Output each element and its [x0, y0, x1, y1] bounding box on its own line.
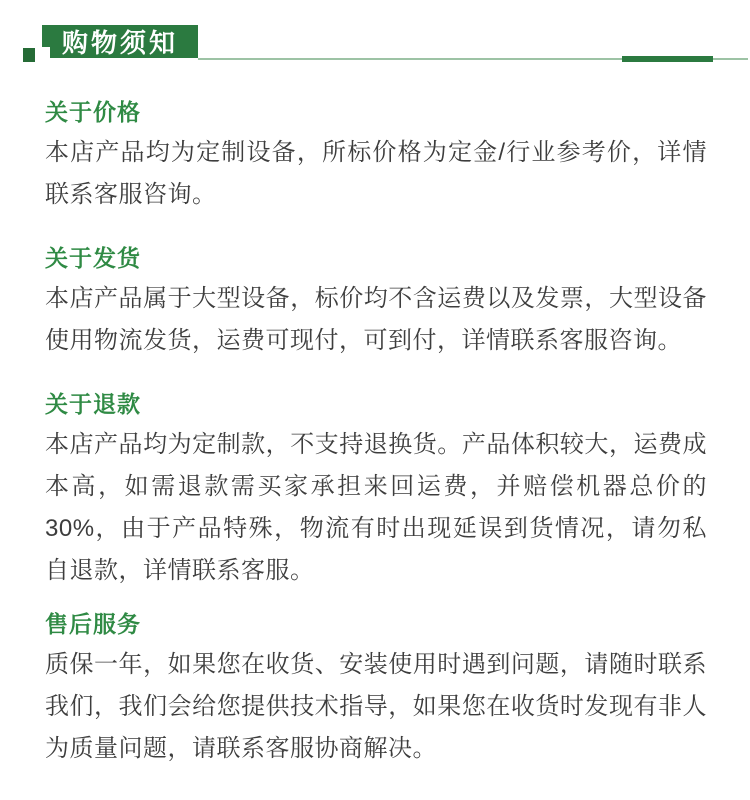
section-shipping-body: 本店产品属于大型设备，标价均不含运费以及发票，大型设备使用物流发货，运费可现付，可到付，详情联系客服咨询。: [45, 285, 707, 354]
section-price-heading: 关于价格: [45, 99, 141, 125]
page-title: 购物须知: [61, 28, 178, 58]
section-aftersales-body: 质保一年，如果您在收货、安装使用时遇到问题，请随时联系我们，我们会给您提供技术指导，如果您在收货时发现有非人为质量问题，请联系客服协商解决。: [45, 651, 707, 762]
section-price-body: 本店产品均为定制设备，所标价格为定金/行业参考价，详情联系客服咨询。: [45, 139, 707, 208]
header-banner: [42, 25, 198, 58]
notice-content: [45, 100, 707, 770]
section-refund: [45, 392, 707, 592]
section-aftersales-heading: 售后服务: [45, 611, 141, 637]
header-divider-bar: [622, 56, 713, 62]
section-aftersales: [45, 612, 707, 770]
header-corner-cutout-square: [35, 47, 50, 62]
section-refund-body: 本店产品均为定制款，不支持退换货。产品体积较大，运费成本高，如需退款需买家承担来回运费，并赔偿机器总价的30%，由于产品特殊，物流有时出现延误到货情况，请勿私自退款，详情联系客服。: [45, 431, 707, 584]
header-accent-square: [23, 48, 35, 62]
section-price: [45, 100, 707, 216]
section-refund-heading: 关于退款: [45, 391, 141, 417]
section-shipping-heading: 关于发货: [45, 245, 141, 271]
section-shipping: [45, 246, 707, 362]
page-header: [0, 0, 750, 80]
